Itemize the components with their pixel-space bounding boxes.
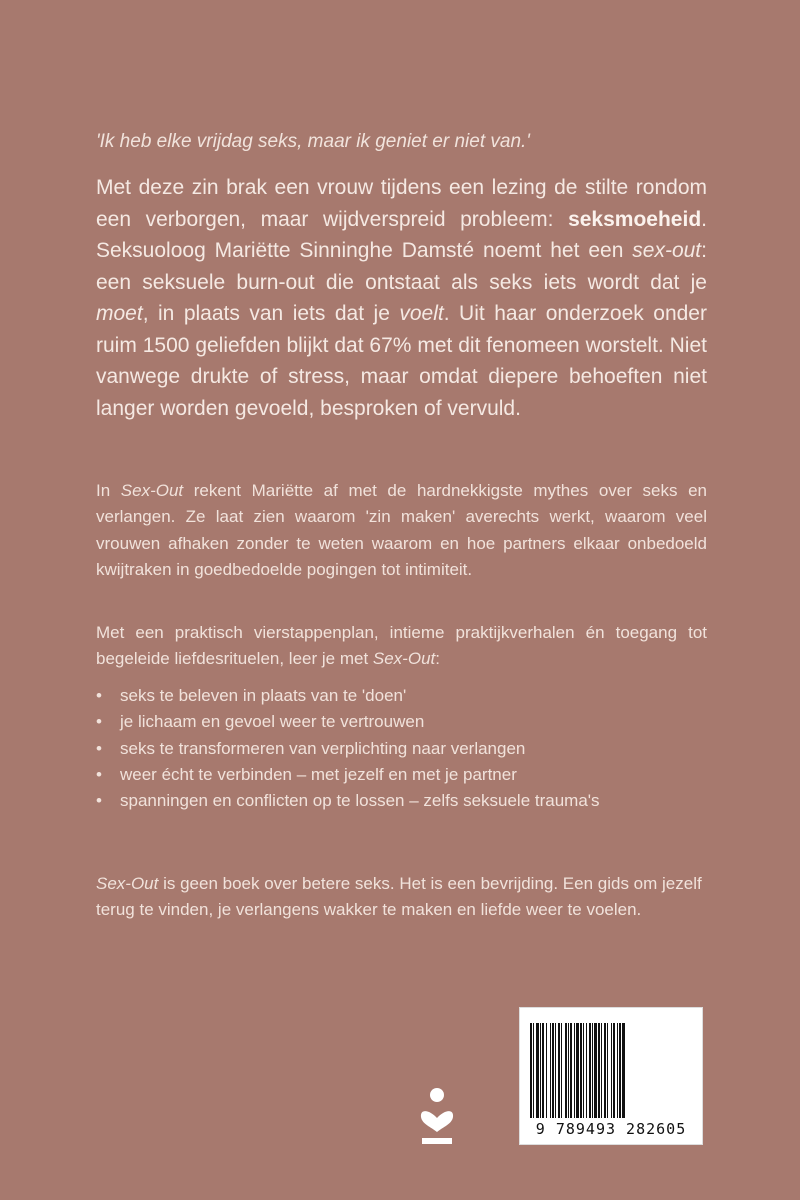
bullet-icon: • xyxy=(96,764,102,784)
plan-text-1: Met een praktisch vierstappenplan, intieme praktijkverhalen én toegang tot begeleide liefdesrituelen, leer je met xyxy=(96,623,707,669)
intro-text-5: : een seksuele burn-out die ontstaat als seks iets wordt dat je xyxy=(96,239,707,294)
isbn-number: 9 789493 282605 xyxy=(535,1120,687,1138)
list-item xyxy=(96,788,707,814)
myths-book-title: Sex-Out xyxy=(120,481,184,500)
intro-keyword: seksmoeheid xyxy=(568,207,702,231)
list-item xyxy=(96,762,707,788)
intro-term-moet: moet xyxy=(96,302,143,325)
publisher-logo-icon xyxy=(416,1086,458,1146)
list-item-text: spanningen en conflicten op te lossen – zelfs seksuele trauma's xyxy=(120,791,600,811)
intro-text-7: , in plaats van iets dat je xyxy=(142,302,400,325)
myths-paragraph xyxy=(96,478,707,583)
list-item xyxy=(96,736,707,762)
plan-paragraph xyxy=(96,620,707,673)
bullet-icon: • xyxy=(96,791,102,811)
bullet-icon: • xyxy=(96,738,102,758)
intro-paragraph xyxy=(96,172,707,424)
myths-text-3: rekent Mariëtte af met de hardnekkigste mythes over seks en verlangen. Ze laat zien waarom 'zin maken' averechts werkt, waarom veel vrouwen afhaken zonder te weten waarom en hoe partners elkaar onbedoeld kwijtraken in goedbedoelde pogingen tot intimiteit. xyxy=(96,481,707,579)
closing-paragraph xyxy=(96,871,707,924)
intro-text-9: . Uit haar onderzoek onder ruim 1500 geliefden blijkt dat 67% met dit fenomeen worstelt. Niet vanwege drukte of stress, maar omdat diepere behoeften niet langer worden gevoeld, besproken of vervuld. xyxy=(96,302,707,420)
intro-term-sexout: sex-out xyxy=(632,239,702,262)
list-item-text: seks te beleven in plaats van te 'doen' xyxy=(120,686,407,705)
barcode-bars xyxy=(530,1023,692,1118)
opening-quote: 'Ik heb elke vrijdag seks, maar ik geniet er niet van.' xyxy=(96,131,530,152)
closing-book-title: Sex-Out xyxy=(96,874,159,893)
barcode-bar xyxy=(625,1023,626,1118)
barcode-icon xyxy=(519,1007,703,1145)
myths-text-1: In xyxy=(96,481,121,500)
bullet-icon: • xyxy=(96,686,102,705)
list-item xyxy=(96,683,707,709)
plan-book-title: Sex-Out xyxy=(372,649,436,669)
benefits-list xyxy=(96,683,707,814)
closing-text: is geen boek over betere seks. Het is een bevrijding. Een gids om jezelf terug te vinden, je verlangens wakker te maken en liefde weer te voelen. xyxy=(96,874,702,920)
list-item-text: seks te transformeren van verplichting naar verlangen xyxy=(120,738,526,758)
list-item xyxy=(96,709,707,735)
intro-term-voelt: voelt xyxy=(399,302,444,325)
intro-text-3: . Seksuoloog Mariëtte Sinninghe Damsté noemt het een xyxy=(96,207,707,262)
bullet-icon: • xyxy=(96,712,102,732)
list-item-text: je lichaam en gevoel weer te vertrouwen xyxy=(120,712,425,732)
plan-text-3: : xyxy=(435,649,440,669)
intro-text-1: Met deze zin brak een vrouw tijdens een lezing de stilte rondom een verborgen, maar wijdverspreid probleem: xyxy=(96,176,707,231)
list-item-text: weer écht te verbinden – met jezelf en met je partner xyxy=(120,764,517,784)
